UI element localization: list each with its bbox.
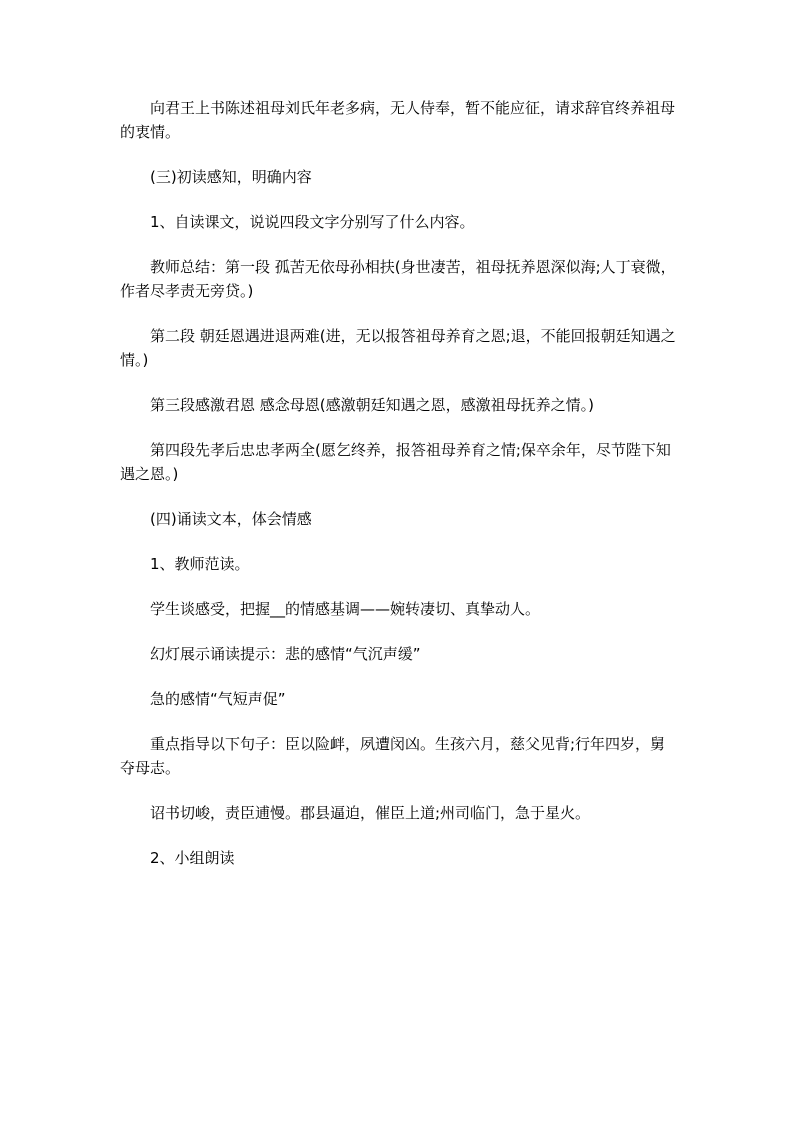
section-heading-4: (四)诵读文本，体会情感: [150, 510, 312, 528]
paragraph-summary-2: 第二段 朝廷恩遇进退两难(进，无以报答祖母养育之恩;退，不能回报朝廷知遇之情。): [120, 327, 676, 369]
paragraph-task-1: 1、自读课文，说说四段文字分别写了什么内容。: [150, 213, 475, 231]
paragraph-urgent-feeling: 急的感情“气短声促”: [150, 690, 286, 708]
paragraph-intro: 向君王上书陈述祖母刘氏年老多病，无人侍奉，暂不能应征，请求辞官终养祖母的衷情。: [120, 99, 676, 141]
section-heading-3: (三)初读感知，明确内容: [150, 168, 312, 186]
document-body: [120, 96, 680, 870]
paragraph-summary-3: 第三段感激君恩 感念母恩(感激朝廷知遇之恩，感激祖母抚养之情。): [150, 396, 594, 414]
paragraph-key-sentences: 重点指导以下句子：臣以险衅，夙遭闵凶。生孩六月，慈父见背;行年四岁，舅夺母志。: [120, 735, 666, 777]
paragraph-edict: 诏书切峻，责臣逋慢。郡县逼迫，催臣上道;州司临门，急于星火。: [150, 804, 591, 822]
paragraph-summary-1: 教师总结：第一段 孤苦无依母孙相扶(身世凄苦，祖母抚养恩深似海;人丁衰微，作者尽孝责无旁贷。): [120, 258, 676, 300]
paragraph-teacher-reading: 1、教师范读。: [150, 555, 250, 573]
paragraph-student-feeling: 学生谈感受，把握__的情感基调——婉转凄切、真挚动人。: [150, 600, 541, 618]
paragraph-slide-hint: 幻灯展示诵读提示：悲的感情“气沉声缓”: [150, 645, 421, 663]
paragraph-summary-4: 第四段先孝后忠忠孝两全(愿乞终养，报答祖母养育之情;保卒余年，尽节陛下知遇之恩。): [120, 441, 671, 483]
paragraph-group-reading: 2、小组朗读: [150, 849, 235, 867]
